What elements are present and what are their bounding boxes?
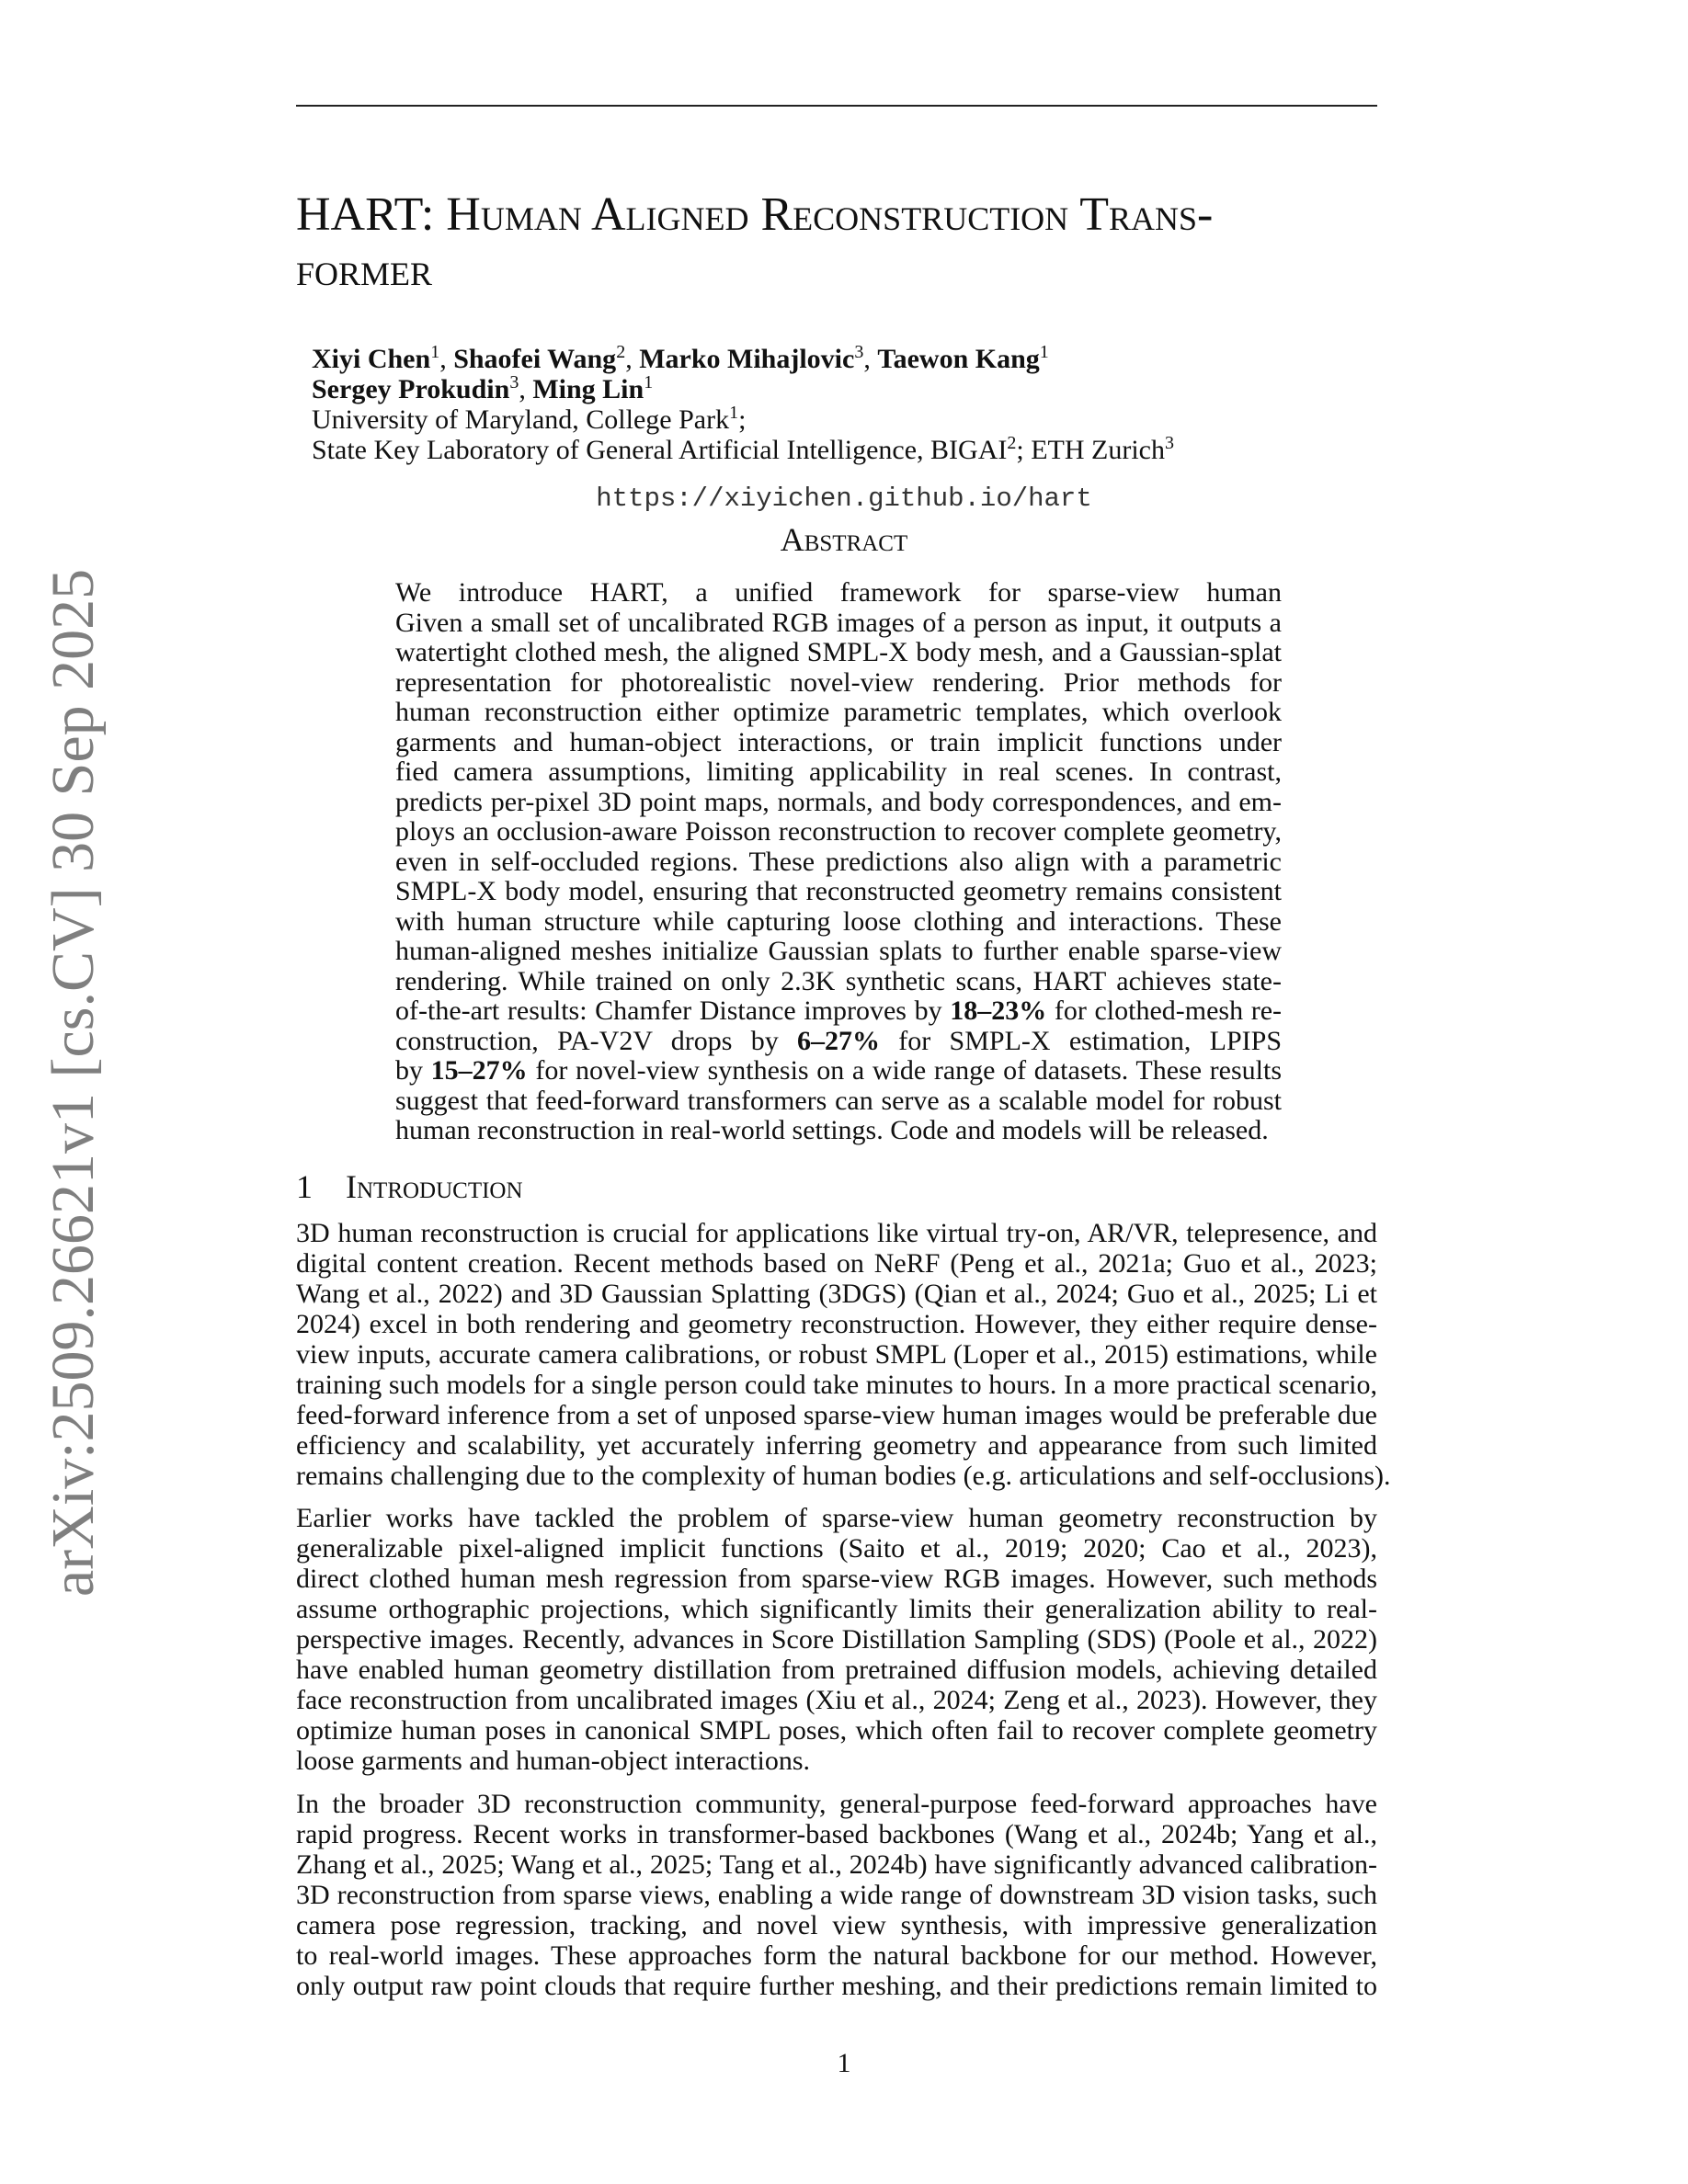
intro-paragraph-1 [296, 1218, 1391, 1491]
abstract-text [395, 578, 1282, 1146]
affiliation-mark: 1 [729, 403, 739, 423]
text-line: generalizable pixel-aligned implicit functions (Saito et al., 2019; 2020; Cao et al., 2023), [296, 1533, 1377, 1564]
text-line [395, 996, 1282, 1027]
author-block [312, 344, 1174, 465]
author-name: Sergey Prokudin [312, 374, 510, 404]
text-line: Given a small set of uncalibrated RGB images of a person as input, it outputs a [395, 608, 1282, 638]
text-line: with human structure while capturing loose clothing and interactions. These [395, 906, 1282, 937]
affiliation-mark: 3 [1165, 433, 1174, 453]
text-line: assume orthographic projections, which significantly limits their generalization ability to real- [296, 1594, 1377, 1624]
author-name: Taewon Kang [877, 344, 1040, 374]
text-line: camera pose regression, tracking, and novel view synthesis, with impressive generalization [296, 1910, 1377, 1940]
affiliation-mark: 2 [1007, 433, 1017, 453]
text-segment: by [395, 1056, 431, 1086]
intro-paragraph-2 [296, 1503, 1377, 1776]
text-line: garments and human-object interactions, or train implicit functions under [395, 727, 1282, 757]
text-line: In the broader 3D reconstruction community, general-purpose feed-forward approaches have [296, 1789, 1377, 1819]
text-line: 2024) excel in both rendering and geometry reconstruction. However, they either require dense- [296, 1309, 1377, 1339]
affiliation-mark: 1 [1039, 342, 1049, 362]
text-line: efficiency and scalability, yet accurately inferring geometry and appearance from such limited [296, 1430, 1377, 1461]
text-line: Earlier works have tackled the problem of sparse-view human geometry reconstruction by [296, 1503, 1377, 1533]
intro-paragraph-3 [296, 1789, 1377, 2001]
text-line: human reconstruction in real-world settings. Code and models will be released. [395, 1115, 1269, 1145]
text-line: suggest that feed-forward transformers can serve as a scalable model for robust [395, 1086, 1282, 1116]
text-line: SMPL-X body model, ensuring that reconstructed geometry remains consistent [395, 877, 1282, 906]
text-line: human reconstruction either optimize parametric templates, which overlook [395, 698, 1282, 727]
affiliation-mark: 1 [430, 342, 440, 362]
text-line: rapid progress. Recent works in transformer-based backbones (Wang et al., 2024b; Yang et al., [296, 1819, 1377, 1849]
text-line: training such models for a single person could take minutes to hours. In a more practical scenario, [296, 1370, 1377, 1400]
affiliation-line-2 [312, 435, 1174, 465]
bold-result: 18–23% [950, 996, 1047, 1026]
text-line: ploys an occlusion-aware Poisson reconstruction to recover complete geometry, [395, 817, 1282, 847]
author-name: Ming Lin [532, 374, 644, 404]
page-number: 1 [837, 2048, 851, 2078]
text-line: Zhang et al., 2025; Wang et al., 2025; Tang et al., 2024b) have significantly advanced calibration- [296, 1849, 1377, 1880]
text-segment: for SMPL-X estimation, LPIPS [898, 1026, 1282, 1056]
text-line: digital content creation. Recent methods based on NeRF (Peng et al., 2021a; Guo et al., 2023; [296, 1248, 1377, 1279]
affiliation-mark: 3 [854, 342, 864, 362]
section-number: 1 [296, 1168, 313, 1205]
title-line-2: former [296, 244, 433, 296]
text-line: perspective images. Recently, advances in Score Distillation Sampling (SDS) (Poole et al., 2022) [296, 1624, 1377, 1655]
text-line: rendering. While trained on only 2.3K synthetic scans, HART achieves state- [395, 966, 1282, 996]
text-line: even in self-occluded regions. These predictions also align with a parametric [395, 847, 1282, 877]
text-line: We introduce HART, a unified framework for sparse-view human [395, 578, 1282, 608]
text-line: 3D human reconstruction is crucial for applications like virtual try-on, AR/VR, telepresence, and [296, 1218, 1377, 1248]
text-segment: construction, PA-V2V drops by [395, 1026, 797, 1056]
arxiv-stamp: arXiv:2509.26621v1 [cs.CV] 30 Sep 2025 [40, 568, 107, 1598]
text-line: representation for photorealistic novel-view rendering. Prior methods for [395, 667, 1282, 698]
author-name: Marko Mihajlovic [639, 344, 855, 374]
affiliation-bigai: State Key Laboratory of General Artificial Intelligence, BIGAI [312, 435, 1008, 465]
affiliation-eth: ; ETH Zurich [1016, 435, 1165, 465]
bold-result: 15–27% [430, 1056, 528, 1086]
text-line: human-aligned meshes initialize Gaussian splats to further enable sparse-view [395, 937, 1282, 966]
section-title: Introduction [346, 1168, 523, 1205]
text-line: to real-world images. These approaches form the natural backbone for our method. However, [296, 1940, 1377, 1971]
text-line: fied camera assumptions, limiting applicability in real scenes. In contrast, [395, 757, 1282, 787]
text-line: remains challenging due to the complexity of human bodies (e.g. articulations and self-occlusions). [296, 1461, 1391, 1491]
text-line: loose garments and human-object interactions. [296, 1746, 810, 1776]
affiliation-mark: 2 [616, 342, 626, 362]
text-line: face reconstruction from uncalibrated images (Xiu et al., 2024; Zeng et al., 2023). However, they [296, 1685, 1377, 1715]
text-line: view inputs, accurate camera calibrations, or robust SMPL (Loper et al., 2015) estimations, while [296, 1339, 1377, 1370]
affiliation-mark: 3 [509, 372, 519, 392]
text-line: predicts per-pixel 3D point maps, normals, and body correspondences, and em- [395, 787, 1282, 817]
affiliation-line-1: University of Maryland, College Park$^1$; [312, 403, 747, 435]
text-line: have enabled human geometry distillation from pretrained diffusion models, achieving detailed [296, 1655, 1377, 1685]
affiliation-umd: University of Maryland, College Park [312, 404, 730, 435]
author-name: Xiyi Chen [312, 344, 431, 374]
title-line-1: HART: Human Aligned Reconstruction Trans- [296, 188, 1214, 241]
text-segment: for novel-view synthesis on a wide range of datasets. These results [527, 1056, 1282, 1086]
author-line-1: Xiyi Chen$^1$, Shaofei Wang$^2$, Marko Mihajlovic$^3$, Taewon Kang$^1$ [312, 342, 1049, 374]
text-segment: for clothed-mesh re- [1046, 996, 1282, 1026]
paper-title [296, 188, 1399, 298]
text-line: feed-forward inference from a set of unposed sparse-view human images would be preferable due [296, 1400, 1377, 1430]
text-line: 3D reconstruction from sparse views, enabling a wide range of downstream 3D vision tasks, such [296, 1880, 1377, 1910]
top-rule [296, 105, 1377, 107]
text-line: only output raw point clouds that require further meshing, and their predictions remain limited to [296, 1971, 1377, 2001]
author-name: Shaofei Wang [453, 344, 617, 374]
text-line: optimize human poses in canonical SMPL poses, which often fail to recover complete geometry [296, 1715, 1377, 1746]
text-line [395, 1027, 1282, 1057]
text-line: watertight clothed mesh, the aligned SMPL-X body mesh, and a Gaussian-splat [395, 638, 1282, 667]
abstract-heading: Abstract [780, 521, 908, 558]
text-line: direct clothed human mesh regression from sparse-view RGB images. However, such methods [296, 1564, 1377, 1594]
bold-result: 6–27% [797, 1026, 880, 1056]
text-line: Wang et al., 2022) and 3D Gaussian Splatting (3DGS) (Qian et al., 2024; Guo et al., 2025; Li et [296, 1279, 1377, 1309]
text-line [395, 1056, 1282, 1086]
project-url-link[interactable]: https://xiyichen.github.io/hart [596, 483, 1092, 514]
text-segment: of-the-art results: Chamfer Distance improves by [395, 996, 951, 1026]
author-line-2: Sergey Prokudin$^3$, Ming Lin$^1$ [312, 372, 654, 404]
affiliation-mark: 1 [644, 372, 654, 392]
